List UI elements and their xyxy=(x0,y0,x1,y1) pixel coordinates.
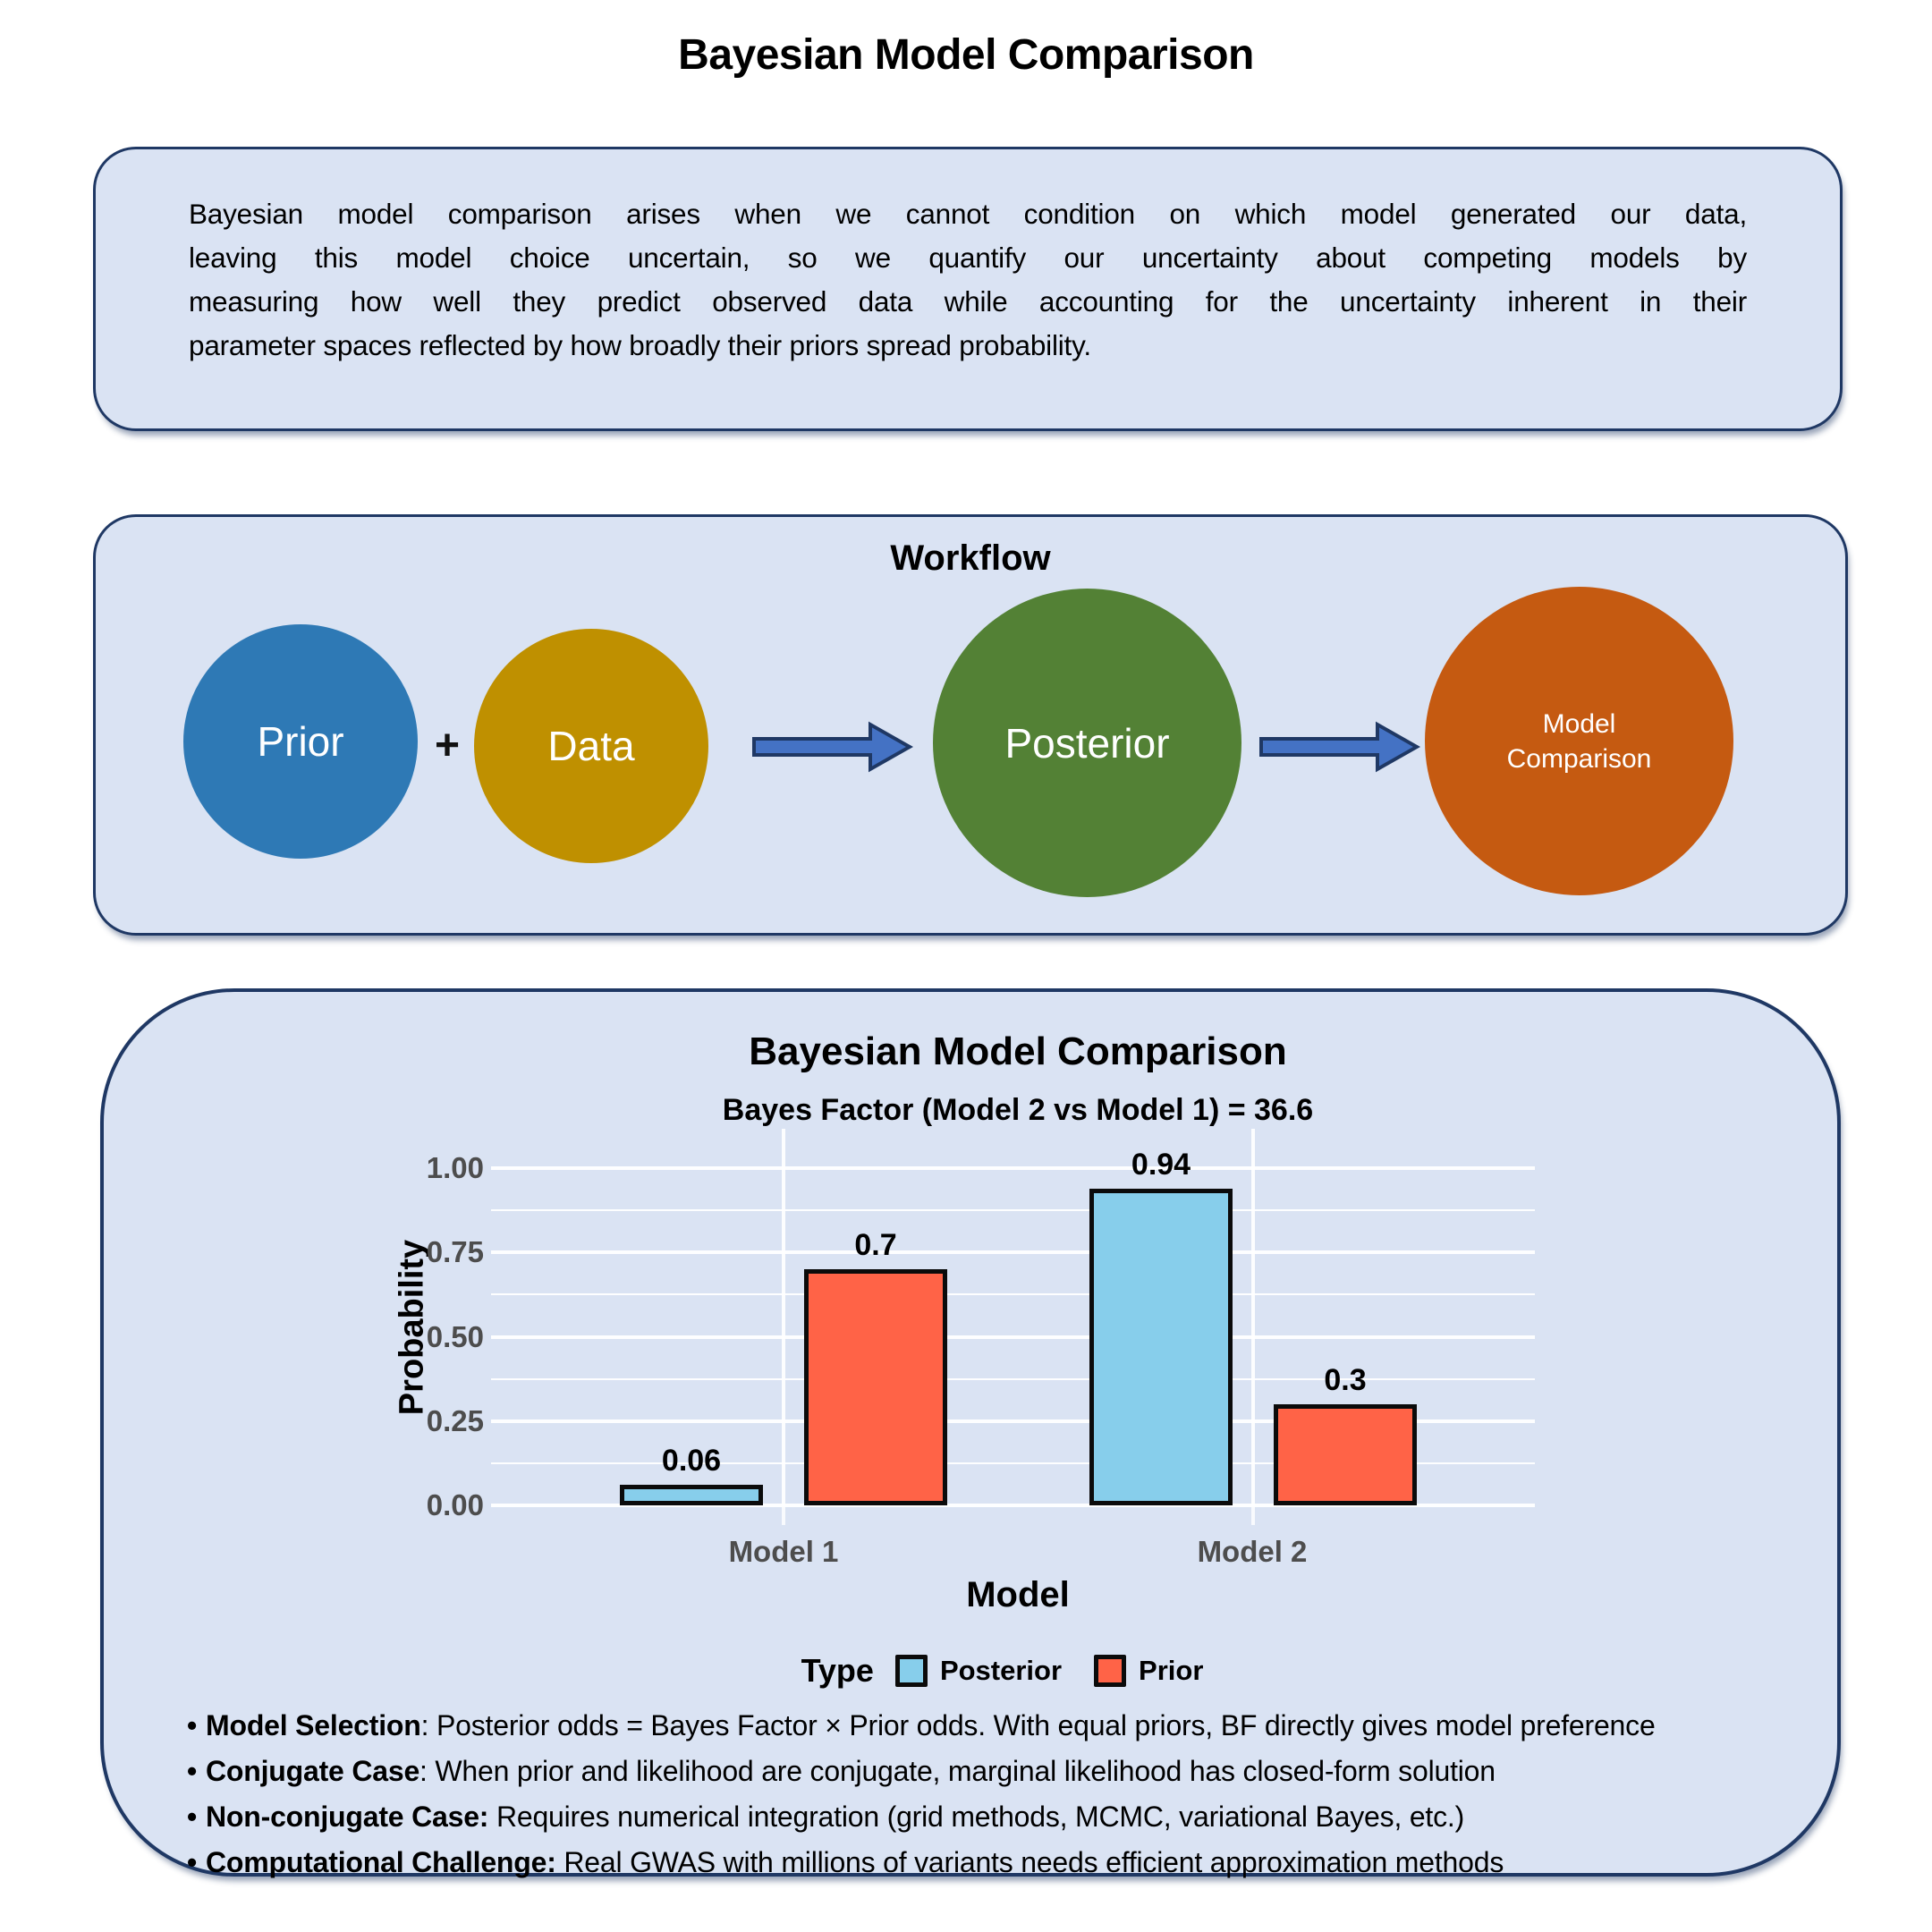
y-tick-label: 0.25 xyxy=(426,1403,484,1437)
bullet-icon: • xyxy=(187,1709,198,1741)
note-item xyxy=(187,1703,1779,1749)
right-arrow-icon xyxy=(752,718,913,775)
minor-gridline xyxy=(491,1209,1535,1211)
bullet-icon: • xyxy=(187,1755,198,1787)
page-title: Bayesian Model Comparison xyxy=(678,31,1254,79)
y-tick-label: 0.75 xyxy=(426,1235,484,1269)
vertical-gridline xyxy=(782,1129,785,1505)
note-label: Computational Challenge: xyxy=(206,1846,556,1878)
intro-box xyxy=(93,147,1843,431)
note-label: Conjugate Case xyxy=(206,1755,420,1787)
x-tick-label-model2: Model 2 xyxy=(1197,1535,1308,1568)
y-axis-title: Probability xyxy=(393,1239,431,1416)
bar-model2-posterior xyxy=(1089,1189,1233,1505)
y-tick-label: 0.00 xyxy=(426,1488,484,1521)
legend-swatch-prior xyxy=(1094,1655,1126,1687)
chart-box xyxy=(100,988,1841,1877)
plot-area xyxy=(426,1147,1535,1521)
y-tick-label: 1.00 xyxy=(426,1151,484,1184)
major-gridline xyxy=(491,1166,1535,1170)
intro-text-line: leaving this model choice uncertain, so we quantify our uncertainty about competing models by xyxy=(189,242,1747,274)
workflow-node-prior xyxy=(183,624,418,859)
intro-text-line: Bayesian model comparison arises when we cannot condition on which model generated our data, xyxy=(189,198,1747,230)
workflow-node-model-comparison xyxy=(1425,587,1733,895)
right-arrow-icon xyxy=(1259,718,1420,775)
legend-label-posterior: Posterior xyxy=(939,1655,1063,1686)
chart-subtitle: Bayes Factor (Model 2 vs Model 1) = 36.6 xyxy=(722,1093,1314,1127)
workflow-node-label: Prior xyxy=(257,718,344,765)
workflow-node-label: Model Comparison xyxy=(1506,708,1652,774)
note-text: : Posterior odds = Bayes Factor × Prior odds. With equal priors, BF directly gives model preference xyxy=(420,1709,1656,1741)
legend-label-prior: Prior xyxy=(1139,1655,1204,1686)
note-item xyxy=(187,1840,1779,1885)
note-item xyxy=(187,1794,1779,1840)
note-label: Model Selection xyxy=(206,1709,421,1741)
bar-value-label: 0.7 xyxy=(854,1228,897,1263)
x-axis-title: Model xyxy=(966,1575,1070,1614)
bullet-icon: • xyxy=(187,1801,198,1833)
note-label: Non-conjugate Case: xyxy=(206,1801,489,1833)
chart-legend xyxy=(502,1652,1535,1690)
workflow-title: Workflow xyxy=(890,538,1051,578)
note-item xyxy=(187,1749,1779,1794)
workflow-node-label: Posterior xyxy=(1004,719,1170,767)
note-text: Requires numerical integration (grid methods, MCMC, variational Bayes, etc.) xyxy=(488,1801,1465,1833)
note-text: Real GWAS with millions of variants needs efficient approximation methods xyxy=(555,1846,1504,1878)
workflow-node-posterior xyxy=(933,589,1241,897)
bar-model1-prior xyxy=(804,1269,947,1505)
major-gridline xyxy=(491,1250,1535,1254)
y-tick-label: 0.50 xyxy=(426,1319,484,1353)
bar-model1-posterior xyxy=(620,1485,763,1505)
intro-text-line: parameter spaces reflected by how broadly their priors spread probability. xyxy=(189,329,1091,361)
legend-title: Type xyxy=(801,1652,874,1689)
workflow-node-data xyxy=(474,629,708,863)
chart-title: Bayesian Model Comparison xyxy=(749,1030,1287,1073)
workflow-node-label: Data xyxy=(547,723,635,769)
bullet-icon: • xyxy=(187,1846,198,1878)
note-text: : When prior and likelihood are conjugate, marginal likelihood has closed-form solution xyxy=(419,1755,1496,1787)
x-tick-label-model1: Model 1 xyxy=(728,1535,839,1568)
x-tick-mark xyxy=(1251,1507,1255,1525)
major-gridline xyxy=(491,1335,1535,1339)
intro-text-line: measuring how well they predict observed data while accounting for the uncertainty inherent in their xyxy=(189,285,1747,318)
x-tick-mark xyxy=(782,1507,785,1525)
legend-swatch-posterior xyxy=(895,1655,928,1687)
bar-value-label: 0.06 xyxy=(661,1444,722,1479)
bar-value-label: 0.3 xyxy=(1324,1362,1367,1397)
workflow-box xyxy=(93,514,1848,936)
vertical-gridline xyxy=(1251,1129,1255,1505)
notes-list xyxy=(187,1703,1779,1885)
plus-sign: + xyxy=(434,722,461,769)
minor-gridline xyxy=(491,1293,1535,1295)
bar-model2-prior xyxy=(1274,1404,1417,1505)
bar-value-label: 0.94 xyxy=(1131,1147,1191,1182)
